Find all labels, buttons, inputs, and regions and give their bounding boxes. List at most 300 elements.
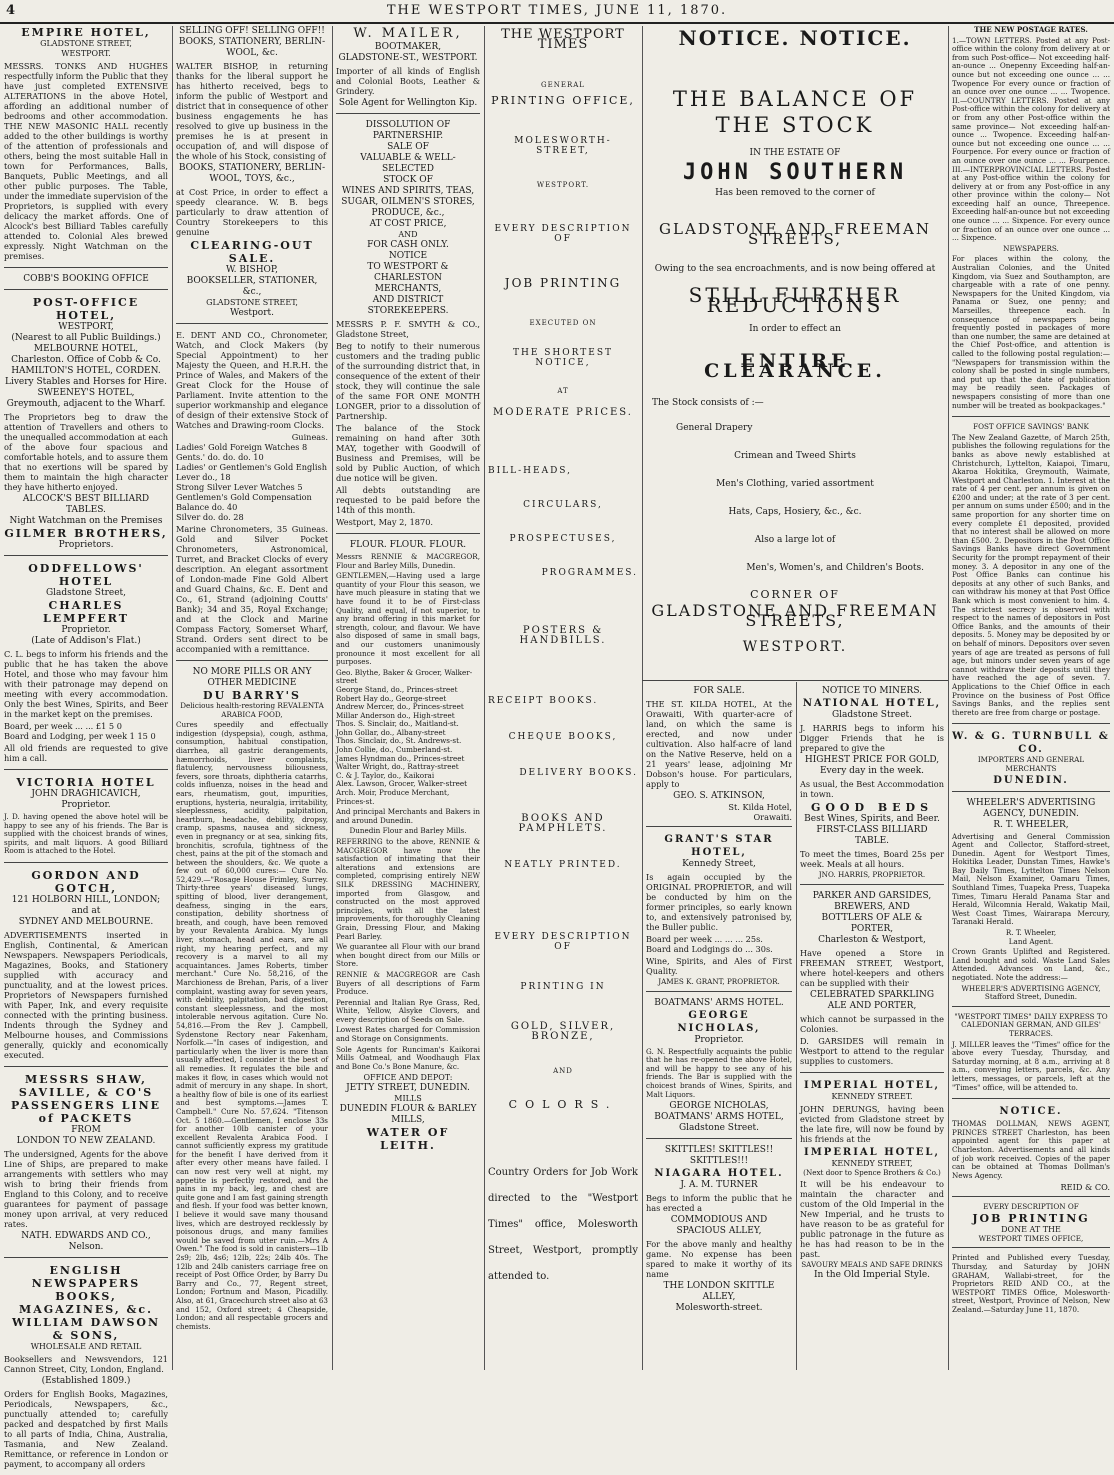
list-item: Robert Hay do., George-street bbox=[336, 693, 447, 703]
price-row: Strong Silver Lever Watches 5 bbox=[176, 482, 303, 492]
ad-note: (Nearest to all Public Buildings.) bbox=[11, 333, 161, 343]
price-list bbox=[176, 442, 328, 522]
ad-heading: THE NEW POSTAGE RATES. bbox=[974, 25, 1088, 34]
notice-text: Has been removed to the corner of bbox=[715, 188, 875, 198]
notice-heading: ENTIRE CLEARANCE. bbox=[704, 350, 886, 382]
ad-note: and at bbox=[71, 905, 101, 916]
ad-note: WHOLESALE AND RETAIL bbox=[30, 1341, 142, 1351]
page-number: 4 bbox=[6, 3, 16, 18]
parker-garsides-ad bbox=[800, 891, 944, 1073]
john-southern-notice bbox=[646, 26, 944, 655]
shaw-saville-ad bbox=[4, 1073, 168, 1258]
ad-note: Stafford Street, Dunedin. bbox=[984, 992, 1078, 1002]
ad-body: THE ST. KILDA HOTEL, At the Orawaiti, With quarter-acre of land, on which the same is erected, and now under cultivation. Also half-acre of land on the Native Reserve, held on a 21 years' lease, adjoining Mr Dobson's house. For particulars, apply to bbox=[646, 699, 792, 789]
ad-heading: SELLING OFF! SELLING OFF!! bbox=[179, 26, 325, 36]
wheeler-agency-ad bbox=[952, 798, 1110, 1007]
ad-subheading: MERCHANTS, bbox=[374, 284, 442, 294]
ad-signature: R. T. WHEELER, bbox=[993, 819, 1069, 830]
ad-subheading: Gladstone Street, bbox=[45, 588, 127, 598]
ad-subheading: PRODUCE, &c., bbox=[371, 208, 445, 218]
dent-watchmakers-ad bbox=[176, 330, 328, 661]
ad-body: 1.—TOWN LETTERS. Posted at any Post-office within the colony from delivery at or from such Post-office— Not exceeding half-an-ounce ... Onepenny Exceeding half-an-ounce but not exceeding one ounce ... ... Twopence For every ounce or fraction of an ounce over one ounce ... ... Twopence. II.—COUNTRY LETTERS. Posted at any Post-office within the colony for delivery at or from any other Post-office within the same province— Not exceeding half-an-ounce ... Twopence. Exceeding half-an-ounce but not exceeding one ounce ... ... Fourpence. For every ounce or fraction of an ounce over one ounce ... ... Fourpence. III.—INTERPROVINCIAL LETTERS. Posted at any Post-office within the colony for delivery at or from any Post-office in any other province within the colony— Not exceeding half an ounce, Threepence. Exceeding half-an-ounce but not exceeding one ounce ... ... Sixpence. For every ounce or fraction of an ounce over one ounce ... ... Sixpence. bbox=[952, 35, 1110, 243]
ad-heading: DU BARRY'S bbox=[203, 689, 301, 702]
column-rule bbox=[796, 682, 797, 1370]
ad-subheading: NOTICE bbox=[388, 251, 428, 261]
ad-body: Beg to notify to their numerous customers and the trading public of the surrounding district that, in consequence of the extent of their stock, they will continue the sale of the same FOR ONE MONTH LONGER, prior to a dissolution of Partnership. bbox=[336, 341, 480, 421]
ad-body: at Cost Price, in order to effect a speedy clearance. W. B. begs particularly to draw attention of Country Storekeepers to this genuine bbox=[176, 187, 328, 237]
ad-body: Orders for English Books, Magazines, Periodicals, Newspapers, &c., punctually attended to; carefully packed and despatched by first Mails to all parts of India, China, Australia, Tasmania, and New Zealand. Remittance, or reference in London or payment, to accompany all orders bbox=[4, 1388, 168, 1469]
ad-subheading: FIRST-CLASS BILLIARD TABLE. bbox=[816, 825, 928, 846]
ad-note: And principal Merchants and Bakers in and around Dunedin. bbox=[336, 807, 480, 825]
ad-signature: BOOKSELLER, STATIONER, &c., bbox=[186, 276, 318, 297]
ad-subheading: WESTPORT. bbox=[61, 49, 111, 58]
ad-body: All old friends are requested to give him a call. bbox=[4, 743, 168, 763]
ad-note: Guineas. bbox=[291, 432, 328, 442]
ad-subheading: CIRCULARS, bbox=[523, 500, 603, 510]
ad-note: Westport. bbox=[229, 308, 275, 318]
ad-note: (Late of Addison's Flat.) bbox=[31, 636, 141, 646]
ad-subheading: DUNEDIN. bbox=[993, 774, 1069, 786]
testimonial-list bbox=[336, 669, 480, 807]
notice-heading: GLADSTONE AND FREEMAN STREETS, bbox=[651, 601, 939, 630]
ad-subheading: Messrs RENNIE & MACGREGOR, Flour and Barley Mills, Dunedin. bbox=[336, 552, 480, 570]
notice-heading: WESTPORT. bbox=[742, 639, 848, 655]
list-item: Walter Wright, do., Rattray-street bbox=[336, 762, 459, 772]
ad-body: The undersigned, Agents for the above Line of Ships, are prepared to make arrangements with settlers who may wish to bring their friends from England to this Colony, and to receive guarantees for payment of passage money upon arrival, at very reduced rates. bbox=[4, 1148, 168, 1229]
column-5 bbox=[646, 686, 792, 1370]
ad-note: Nelson. bbox=[68, 1241, 104, 1252]
savings-bank bbox=[952, 423, 1110, 724]
ad-heading: NO MORE PILLS OR ANY OTHER MEDICINE bbox=[192, 667, 312, 688]
ad-heading: THE WESTPORT TIMES bbox=[501, 27, 625, 52]
ad-note: ALCOCK'S BEST BILLIARD TABLES. bbox=[22, 494, 150, 515]
niagara-hotel-ad bbox=[646, 1145, 792, 1318]
ad-subheading: BREWERS, AND bbox=[834, 901, 910, 912]
ad-heading: NIAGARA HOTEL. bbox=[654, 1168, 784, 1180]
ad-heading: NATIONAL HOTEL, bbox=[802, 698, 942, 709]
notice-subheading: IN THE ESTATE OF bbox=[749, 148, 841, 158]
ad-heading: DISSOLUTION OF PARTNERSHIP. bbox=[365, 120, 451, 141]
ad-note: Proprietor. bbox=[61, 625, 111, 635]
ad-note: Charleston. Office of Cobb & Co. bbox=[11, 355, 161, 365]
ad-subheading: AND DISTRICT STOREKEEPERS. bbox=[367, 295, 449, 316]
notice-text: In order to effect an bbox=[749, 324, 841, 334]
ad-heading: CLEARING-OUT SALE. bbox=[190, 239, 314, 265]
ad-note: (Next door to Spence Brothers & Co.) bbox=[803, 1167, 941, 1177]
ad-signature: JAMES K. GRANT, PROPRIETOR. bbox=[658, 977, 780, 986]
ad-note: WESTPORT. bbox=[536, 181, 590, 189]
job-printing-ad bbox=[952, 1203, 1110, 1248]
ad-price: Board and Lodgings do ... 30s. bbox=[646, 944, 773, 954]
ad-note: Land Agent. bbox=[1008, 936, 1054, 946]
postage-rates bbox=[952, 26, 1110, 417]
notice-heading: GLADSTONE AND FREEMAN STREETS, bbox=[659, 220, 931, 248]
ad-body: Importer of all kinds of English and Colonial Boots, Leather & Grindery. bbox=[336, 66, 480, 96]
ad-heading: BOATMANS' ARMS HOTEL. bbox=[654, 997, 784, 1008]
ad-subheading: JETTY STREET, DUNEDIN. bbox=[346, 1083, 470, 1094]
ad-subheading: WINES AND SPIRITS, TEAS, bbox=[341, 186, 475, 196]
ad-subheading: EVERY DESCRIPTION OF bbox=[494, 932, 632, 952]
ad-subheading: EVERY DESCRIPTION OF bbox=[983, 1202, 1079, 1212]
ad-subheading: AT COST PRICE, bbox=[369, 219, 447, 229]
ad-subheading: WHEELER'S ADVERTISING AGENCY, bbox=[961, 983, 1101, 993]
ad-body: Begs to inform the public that he has erected a bbox=[646, 1193, 792, 1214]
ad-price: Board per week ... ... ... 25s. bbox=[646, 934, 763, 944]
ad-note: Proprietors. bbox=[58, 540, 114, 550]
list-item: Men's Clothing, varied assortment bbox=[716, 479, 874, 489]
ad-signature: JNO. HARRIS, PROPRIETOR. bbox=[818, 870, 926, 879]
ad-subheading: EVERY DESCRIPTION OF bbox=[494, 224, 632, 244]
ad-subheading: HIGHEST PRICE FOR GOLD, bbox=[804, 755, 940, 765]
ad-subheading: J. A. M. TURNER bbox=[680, 1180, 758, 1191]
imperial-hotel-ad bbox=[800, 1079, 944, 1285]
ad-body: Perennial and Italian Rye Grass, Red, White, Yellow, Alsyke Clovers, and every description of Seeds on Sale. bbox=[336, 997, 480, 1024]
masthead-title: THE WESTPORT TIMES, JUNE 11, 1870. bbox=[386, 3, 728, 18]
list-item: Also a large lot of bbox=[754, 535, 836, 545]
ad-body: ADVERTISEMENTS inserted in English, Continental, & American Newspapers. Newspapers Periodicals, Magazines, Books, and Stationery supplied with accuracy and punctuality, and at the lowest prices. Proprietors of Newspapers furnished with Paper, Ink, and every requisite connected with the printing business. Indents through the Sydney and Melbourne houses, and Commissions generally, quickly and economically executed. bbox=[4, 929, 168, 1060]
ad-subheading: COLORS. bbox=[508, 1098, 618, 1111]
ad-note: EXECUTED ON bbox=[529, 319, 597, 327]
ad-subheading: SUGAR, OILMEN'S STORES, bbox=[341, 197, 475, 207]
ad-price: Board and Lodging, per week 1 15 0 bbox=[4, 731, 156, 741]
price-row: Ladies' or Gentlemen's Gold English Lever do., 18 bbox=[176, 462, 328, 482]
ad-signature: BOATMANS' ARMS HOTEL, bbox=[654, 1112, 784, 1123]
turnbull-ad bbox=[952, 730, 1110, 791]
ad-subheading: SAVOURY MEALS AND SAFE DRINKS bbox=[801, 1260, 943, 1270]
ad-note: FROM bbox=[71, 1124, 101, 1135]
ad-heading: PARKER AND GARSIDES, bbox=[812, 890, 932, 901]
ad-heading: GEORGE NICHOLAS, bbox=[677, 1009, 761, 1034]
ad-body: G. N. Respectfully acquaints the public that he has re-opened the above Hotel, and will be happy to see any of his friends. The Bar is supplied with the choicest brands of Wines, Spirits, and Malt Liquors. bbox=[646, 1046, 792, 1099]
ad-subheading: Gladstone Street. bbox=[831, 710, 913, 720]
daily-express-ad bbox=[952, 1013, 1110, 1099]
ad-note: Proprietor. bbox=[694, 1034, 744, 1045]
masthead bbox=[0, 0, 1114, 24]
ad-heading: COBB'S BOOKING OFFICE bbox=[23, 274, 149, 284]
ad-subheading: THE LONDON SKITTLE ALLEY, bbox=[663, 1281, 775, 1303]
list-item: Crimean and Tweed Shirts bbox=[734, 451, 856, 461]
gordon-gotch-ad bbox=[4, 869, 168, 1067]
ad-signature: R. T. Wheeler, bbox=[1005, 928, 1057, 938]
ad-body: Lowest Rates charged for Commission and Storage on Consignments. bbox=[336, 1025, 480, 1044]
notice-subheading: CORNER OF bbox=[750, 588, 840, 601]
ad-heading: NOTICE. bbox=[999, 1106, 1063, 1118]
notice-text: Owing to the sea encroachments, and is now being offered at bbox=[654, 264, 936, 274]
ad-body: For the above manly and healthy game. No expense has been spared to make it worthy of its name bbox=[646, 1239, 792, 1280]
ad-note: OFFICE AND DEPOT: bbox=[363, 1073, 453, 1083]
ad-body: It will be his endeavour to maintain the character and custom of the Old Imperial in the New Imperial, and he trusts to have reason to be as grateful for public patronage in the future as he has had reason to be in the past. bbox=[800, 1179, 944, 1260]
ad-body: The New Zealand Gazette, of March 25th, publishes the following regulations for the banks as above newly established at Christchurch, Lyttelton, Kaiapoi, Timaru, Akaroa Hokitika, Greymouth, Waimate, Westport and Charleston. 1. Interest at the rate of 4 per cent. per annum is given on £200 and under; at the rate of 3 per cent. per annum on sums under £500; and in the same proportion for any shorter time on every complete £1 deposited, provided that no interest shall be allowed on more than £500. 2. Depositors in the Post Office Savings Banks have direct Government Security for the prompt repayment of their money. 3. A depositor in any one of the Post Office Banks can continue his deposits at any other of such Banks, and can withdraw his money at that Post Office Bank which is most convenient to him. 4. The strictest secrecy is observed with respect to the names of depositors in Post Office Banks, and the amounts of their deposits. 5. Money may be deposited by or on behalf of minors. Depositors over seven years of age are treated as persons of full age, but minors under seven years of age cannot withdraw their deposits until they have reached the age of seven. 7. Applications to the Chief Office in each Province on the business of Post Office Savings Banks, and the replies sent thereto are free from charge or postage. bbox=[952, 432, 1110, 717]
ad-heading: CHARLES LEMPFERT bbox=[43, 599, 129, 625]
price-row: Ladies' Gold Foreign Watches 8 bbox=[176, 442, 308, 452]
ad-heading: FOST OFFICE SAVINGS' BANK bbox=[973, 422, 1089, 432]
ad-heading: W. MAILER, bbox=[353, 26, 463, 41]
ad-body: J. HARRIS begs to inform his Digger Friends that he is prepared to give the bbox=[800, 723, 944, 753]
st-kilda-hotel-ad bbox=[646, 686, 792, 827]
list-item: Alex. Lawson, Grocer, Walker-street bbox=[336, 779, 468, 789]
ad-heading: ODDFELLOWS' HOTEL bbox=[28, 562, 144, 588]
column-2 bbox=[176, 26, 328, 1370]
ad-heading: JOB PRINTING bbox=[504, 276, 622, 290]
ad-note: Greymouth, adjacent to the Wharf. bbox=[6, 399, 166, 409]
ad-note: GENERAL bbox=[541, 81, 585, 89]
ad-subheading: FOR CASH ONLY. bbox=[367, 240, 449, 250]
ad-subheading: HAMILTON'S HOTEL, CORDEN. bbox=[11, 366, 161, 376]
post-office-hotel-ad bbox=[4, 296, 168, 556]
column-rule bbox=[642, 26, 643, 1370]
ad-subheading: PROSPECTUSES, bbox=[509, 534, 617, 544]
ad-subheading: CHEQUE BOOKS, bbox=[508, 732, 618, 742]
ad-subheading: KENNEDY STREET. bbox=[831, 1091, 913, 1101]
list-item: Arch. Moir, Produce Merchant, Princes-st. bbox=[336, 788, 450, 806]
ad-heading: NOTICE TO MINERS. bbox=[821, 686, 923, 696]
ad-subheading: WATER OF LEITH. bbox=[366, 1126, 450, 1153]
ad-signature: GEORGE NICHOLAS, bbox=[669, 1101, 769, 1112]
dissolution-ad bbox=[336, 120, 480, 534]
ad-signature: W. BISHOP, bbox=[225, 265, 279, 275]
column-rule bbox=[484, 26, 485, 1370]
du-barry-ad bbox=[176, 667, 328, 1337]
ad-heading: FOR SALE. bbox=[693, 686, 745, 696]
ad-price: Board, per week ... ... £1 5 0 bbox=[4, 721, 122, 731]
ad-heading: WHEELER'S ADVERTISING AGENCY, DUNEDIN. bbox=[966, 797, 1096, 819]
ad-subheading: BOOKS, STATIONERY, BERLIN-WOOL, TOYS, &c., bbox=[178, 163, 326, 184]
ad-heading: GRANT'S STAR HOTEL, bbox=[664, 834, 774, 858]
ad-note: AT bbox=[557, 387, 569, 395]
ad-note: Night Watchman on the Premises bbox=[9, 516, 163, 526]
ad-signature: NATH. EDWARDS AND CO., bbox=[21, 1230, 151, 1241]
ad-body: which cannot be surpassed in the Colonies. bbox=[800, 1013, 944, 1034]
ad-signature: GEO. S. ATKINSON, bbox=[673, 791, 765, 801]
ad-body: Crown Grants Uplifted and Registered. Land bought and sold. Waste Land Sales Attended. Advances on Land, &c., negotiated. Note the address:— bbox=[952, 947, 1110, 982]
ad-subheading: MELBOURNE HOTEL, bbox=[33, 344, 139, 354]
ad-body: The balance of the Stock remaining on hand after 30th MAY, together with Goodwill of Business and Premises, will be sold by Public Auction, of which due notice will be given. bbox=[336, 423, 480, 483]
ad-body: JOHN DERUNGS, having been evicted from Gladstone street by the late fire, will now be found by his friends at the bbox=[800, 1103, 944, 1144]
ad-subheading: BOOKS AND PAMPHLETS. bbox=[518, 813, 608, 834]
ad-body: C. L. begs to inform his friends and the public that he has taken the above Hotel, and those who may favour him with their patronage may depend on meeting with every accommodation. Only the best Wines, Spirits, and Beer in the market kept on the premises. bbox=[4, 649, 168, 719]
ad-note: Gladstone Street. bbox=[678, 1123, 760, 1134]
ad-subheading: PRINTING IN bbox=[520, 982, 606, 992]
ad-subheading: GOLD, SILVER, BRONZE, bbox=[510, 1021, 616, 1042]
column-1 bbox=[4, 26, 168, 1469]
ad-body: Booksellers and Newsvendors, 121 Cannon Street, City, London, England. bbox=[4, 1353, 168, 1374]
ad-heading: GOOD BEDS bbox=[810, 801, 934, 814]
ad-body: For places within the colony, the Australian Colonies, and the United Kingdom, via Suez and Southampton, are chargeable with a rate of one penny. Newspapers for the United Kingdom, via Panama or Suez, one penny; and Marseilles, threepence each. In consequence of newspapers being frequently posted in packages of more than one number, the same are detained at the Chief Post-office, and attention is called to the following postal regulation:— "Newspapers for transmission within the colony shall be posted in single numbers, and put up that the date of publication may be readily seen. Packages of newspapers consisting of more than one number will be treated as bookpackages." bbox=[952, 254, 1110, 410]
cobb-ad bbox=[4, 274, 168, 290]
ad-heading: IMPERIAL HOTEL, bbox=[804, 1079, 940, 1091]
ad-subheading: MODERATE PRICES. bbox=[493, 407, 633, 418]
ad-heading: JOB PRINTING bbox=[972, 1211, 1090, 1225]
ad-note: AND bbox=[553, 1067, 573, 1075]
ad-note: DONE AT THE bbox=[1001, 1224, 1061, 1234]
ad-subheading: BOTTLERS OF ALE & PORTER, bbox=[821, 912, 923, 934]
ad-heading: EMPIRE HOTEL, bbox=[21, 26, 151, 39]
column-rule bbox=[172, 26, 173, 1370]
ad-body: To meet the times, Board 25s per week. Meals at all hours. bbox=[800, 849, 944, 869]
imprint: Printed and Published every Tuesday, Thursday, and Saturday by JOHN GRAHAM, Wallabi-street, for the Proprietors REID AND CO., at the WESTPORT TIMES Office, Molesworth-street, Westport, Province of Nelson, New Zealand.—Saturday June 11, 1870. bbox=[952, 1253, 1110, 1315]
notice-title: NOTICE. NOTICE. bbox=[678, 26, 912, 50]
column-rule bbox=[948, 26, 949, 1370]
ad-body: MESSRS. TONKS AND HUGHES respectfully inform the Public that they have just completed EXTENSIVE ALTERATIONS in the above Hotel, affording an additional number of bedrooms and other accommodation. THE NEW MASONIC HALL recently added to the other buildings is worthy of the attention of professionals and others, being the most suitable Hall in town for Performances, Balls, Banquets, Public Meetings, and all other public purposes. The Table, under the immediate supervision of the Proprietors, is supplied with every delicacy the market affords. One of Alcock's best Billiard Tables carefully attended to. Colonial Ales brewed expressly. Night Watchman on the premises. bbox=[4, 61, 168, 261]
bishop-selling-off-ad bbox=[176, 26, 328, 324]
list-item: John Gollar, do., Albany-street bbox=[336, 727, 446, 737]
ad-subheading: Kennedy Street, bbox=[682, 859, 756, 869]
column-rule bbox=[332, 26, 333, 1370]
ad-body: Sole Agents for Runciman's Kaikorai Mills Oatmeal, and Woodhaugh Flax and Bone Co.'s Bone Manure, &c. bbox=[336, 1044, 480, 1071]
ad-subheading: BOOTMAKER, bbox=[374, 42, 442, 52]
notice-name: JOHN SOUTHERN bbox=[682, 160, 908, 185]
list-item: Hats, Caps, Hosiery, &c., &c. bbox=[728, 507, 862, 517]
ad-subheading: GLADSTONE STREET, bbox=[40, 39, 132, 48]
list-item: Thos. Sinclair, do., St. Andrews-st. bbox=[336, 736, 462, 746]
ad-note: Charleston & Westport, bbox=[818, 934, 926, 945]
ad-subheading: TO WESTPORT & CHARLESTON bbox=[367, 262, 449, 283]
ad-subheading: KENNEDY STREET, bbox=[831, 1158, 913, 1168]
notice-heading: STILL FURTHER REDUCTIONS bbox=[688, 283, 902, 317]
rennie-flour-ad bbox=[336, 540, 480, 1156]
ad-subheading: SYDNEY AND MELBOURNE. bbox=[18, 916, 154, 927]
price-row: Silver do. do. 28 bbox=[176, 512, 244, 522]
ad-body: As usual, the Best Accommodation in town. bbox=[800, 779, 944, 799]
ad-body: REFERRING to the above, RENNIE & MACGREGOR have now the satisfaction of intimating that their alterations and extensions are completed, comprising entirely NEW SILK DRESSING MACHINERY, imported from Glasgow, and constructed on the most approved principles, with all the latest improvements, for thoroughly Cleaning Grain, Dressing Flour, and Making Pearl Barley. bbox=[336, 837, 480, 941]
ad-subheading: DELIVERY BOOKS. bbox=[519, 768, 638, 778]
ad-body: All debts outstanding are requested to be paid before the 14th of this month. bbox=[336, 485, 480, 515]
list-item: James Hyndman do., Princes-street bbox=[336, 753, 465, 763]
ad-note: Orawaiti. bbox=[753, 812, 792, 822]
ad-body: Have opened a Store in FREEMAN STREET, Westport, where hotel-keepers and others can be supplied with their bbox=[800, 947, 944, 988]
ad-heading: SKITTLES! SKITTLES!! SKITTLES!!! bbox=[664, 1145, 774, 1167]
ad-body: E. DENT AND CO., Chronometer, Watch, and Clock Makers (by Special Appointment) to her Majesty the Queen, and H.R.H. the Prince of Wales, and Makers of the Great Clock for the House of Parliament. Invite attention to the superior workmanship and elegance of design of their extensive Stock of Watches and Drawing-room Clocks. bbox=[176, 330, 328, 430]
ad-body: THOMAS DOLLMAN, NEWS AGENT, PRINCES STREET Charleston, has been appointed agent for this paper at Charleston. Advertisements and all kinds of job work received. Copies of the paper can be obtained at Thomas Dollman's News Agency. bbox=[952, 1119, 1110, 1180]
column-6 bbox=[800, 686, 944, 1370]
ad-subheading: CELEBRATED SPARKLING ALE AND PORTER, bbox=[809, 989, 935, 1011]
list-item: Thos. S. Sinclair, do., Maitland-st. bbox=[336, 719, 459, 729]
notice-text: The Stock consists of :— bbox=[652, 398, 764, 408]
ad-date: Westport, May 2, 1870. bbox=[336, 517, 434, 527]
ad-body: RENNIE & MACGREGOR are Cash Buyers of all descriptions of Farm Produce. bbox=[336, 969, 480, 997]
ad-subheading: POSTERS & HANDBILLS. bbox=[519, 625, 607, 646]
ad-note: Proprietor. bbox=[61, 800, 111, 810]
ad-subheading: WESTPORT, bbox=[58, 322, 114, 332]
ad-body: Wine, Spirits, and Ales of First Quality. bbox=[646, 956, 792, 976]
ad-subheading: PROGRAMMES. bbox=[541, 568, 638, 578]
ad-note: Every day in the week. bbox=[819, 766, 925, 776]
ad-body: D. GARSIDES will remain in Westport to attend to the regular supplies to customers. bbox=[800, 1035, 944, 1066]
boatmans-arms-ad bbox=[646, 998, 792, 1140]
dollman-notice-ad bbox=[952, 1105, 1110, 1197]
ad-subheading: IMPORTERS AND GENERAL MERCHANTS bbox=[977, 755, 1085, 773]
ad-body: MESSRS P. F. SMYTH & CO., Gladstone Street, bbox=[336, 319, 480, 339]
ad-subheading: VALUABLE & WELL-SELECTED bbox=[360, 153, 456, 174]
ad-heading: GORDON AND GOTCH, bbox=[31, 868, 141, 895]
ad-heading: FLOUR. FLOUR. FLOUR. bbox=[349, 540, 467, 550]
ad-subheading: LONDON TO NEW ZEALAND. bbox=[16, 1135, 156, 1146]
ad-heading: ENGLISH NEWSPAPERS BOOKS, MAGAZINES, &c. bbox=[19, 1263, 153, 1316]
ad-subheading: GLADSTONE-ST., WESTPORT. bbox=[338, 53, 478, 63]
ad-subheading: SALE OF bbox=[387, 142, 429, 152]
notice-heading: THE BALANCE OF THE STOCK bbox=[672, 87, 918, 137]
ad-heading: W. & G. TURNBULL & CO. bbox=[952, 731, 1110, 756]
list-item: General Drapery bbox=[676, 423, 753, 433]
ad-subheading: STOCK OF bbox=[383, 175, 433, 185]
ad-signature: GILMER BROTHERS, bbox=[4, 527, 168, 540]
ad-subheading: COMMODIOUS AND SPACIOUS ALLEY, bbox=[670, 1215, 768, 1237]
ad-subheading: WILLIAM DAWSON & SONS, bbox=[11, 1315, 161, 1342]
oddfellows-hotel-ad bbox=[4, 562, 168, 770]
ad-signature: REID & CO. bbox=[1060, 1182, 1110, 1193]
price-row: Gents.' do. do. do. 10 bbox=[176, 452, 264, 462]
ad-heading: MESSRS SHAW, SAVILLE, & CO'S PASSENGERS LINE of PACKETS bbox=[10, 1072, 162, 1125]
ad-body: Country Orders for Job Work directed to the "Westport Times" office, Molesworth Street, Westport, promptly attended to. bbox=[488, 1167, 638, 1282]
ad-body: WALTER BISHOP, in returning thanks for the liberal support he has hitherto received, begs to inform the public of Westport and district that in consequence of other business engagements he has resolved to give up business in the premises he is at present in occupation of, and will dispose of the whole of his Stock, consisting of bbox=[176, 61, 328, 161]
list-item: George Stand, do., Princes-street bbox=[336, 684, 458, 694]
ad-heading: IMPERIAL HOTEL, bbox=[804, 1146, 940, 1158]
notice-bottom-rule bbox=[642, 680, 948, 681]
mailer-bootmaker-ad bbox=[336, 26, 480, 114]
ad-subheading: NEWSPAPERS. bbox=[1003, 243, 1059, 253]
list-item: Men's, Women's, and Children's Boots. bbox=[746, 563, 924, 573]
ad-body: J. D. having opened the above hotel will be happy to see any of his friends. The Bar is supplied with the choicest brands of wines, spirits, and malt liquors. A good Billiard Room is attached to the Hotel. bbox=[4, 812, 168, 856]
ad-body: Advertising and General Commission Agent and Collector, Stafford-street, Dunedin. Agent for Westport Times, Hokitika Leader, Dunstan Times, Hawke's Bay Daily Times, Lyttelton Times Nelson Mail, Nelson Examiner, Oamaru Times, Southland Times, Tuapeka Press, Tuapeka Times, Timaru Herald Panama Star and Herald, Wilcomnia Herald, Wakatip Mail, West Coast Times, Wairarapa Mercury, Taranaki Herald. bbox=[952, 831, 1110, 927]
ad-body: We guarantee all Flour with our brand when bought direct from our Mills or Store. bbox=[336, 942, 480, 969]
empire-hotel-ad bbox=[4, 26, 168, 268]
ad-note: (Established 1809.) bbox=[41, 1375, 131, 1386]
column-7 bbox=[952, 26, 1110, 1370]
grant-star-hotel-ad bbox=[646, 833, 792, 992]
ad-subheading: Dunedin Flour and Barley Mills. bbox=[349, 826, 467, 836]
ad-subheading: 121 HOLBORN HILL, LONDON; bbox=[11, 894, 161, 905]
stock-list bbox=[646, 422, 944, 574]
price-row: Gentlemen's Gold Compensation Balance do. 40 bbox=[176, 492, 312, 512]
ad-heading: VICTORIA HOTEL bbox=[16, 776, 156, 789]
ad-heading: "WESTPORT TIMES" DAILY EXPRESS TO CALEDONIAN GERMAN, AND GILES' TERRACES. bbox=[954, 1011, 1108, 1038]
ad-subheading: MOLESWORTH-STREET, bbox=[514, 136, 612, 156]
ad-heading: PRINTING OFFICE, bbox=[491, 94, 635, 107]
ad-note: Best Wines, Spirits, and Beer. bbox=[804, 814, 940, 824]
ad-subheading: BOOKS, STATIONERY, BERLIN-WOOL, &c. bbox=[178, 37, 326, 58]
ad-subheading: WESTPORT TIMES OFFICE, bbox=[978, 1233, 1084, 1243]
ad-note: St. Kilda Hotel, bbox=[728, 802, 792, 812]
list-item: C. & J. Taylor, do., Kaikorai bbox=[336, 770, 435, 780]
ad-body: J. MILLER leaves the "Times" office for the above every Tuesday, Thursday, and Saturday morning, at 8 a.m., arriving at 8 a.m., conveying letters, parcels, &c. Any letters, messages, or parcels, left at the "Times" office, will be attended to. bbox=[952, 1039, 1110, 1092]
ad-subheading: RECEIPT BOOKS. bbox=[488, 696, 599, 706]
ad-note: AND bbox=[398, 230, 418, 239]
ad-note: Molesworth-street. bbox=[675, 1303, 763, 1314]
ad-body: Cures speedily and effectually indigestion (dyspepsia), cough, asthma, consumption, habitual constipation, diarrhea, all gastric derangements, hæmorrhoids, liver complaints, flatulency, nervousness biliousness, fevers, sore throats, diphtheria catarrhs, colds influenza, noises in the head and ears, rheumatism, gout, impurities, eruptions, hysteria, neuralgia, irritability, sleeplessness, acidity, palpitation, heartburn, headache, debility, dropsy, cramp, spasms, nausea and sickness, even in pregnancy or at sea, sinking fits, bronchitis, scrofula, tightness of the chest, pains at the pit of the stomach and between the shoulders, &c. We quote a few out of 60,000 cures:— Cure No. 52,429.—"Rosage House Frimley, Surrey. Thirty-three years' diseased lungs, spitting of blood, liver derangement, deafness, singing in the ears, constipation, debility shortness of breath, and cough, have been removed by your Revalenta Arabica. My lungs liver, stomach, head and ears, are all right, my hearing perfect, and my recovery is a marvel to all my acquaintances. James Roberts, timber merchant." Cure No. 58,216, of the Marchioness de Brehan, Paris, of a liver complaint, wasting away for seven years, with debility, palpitation, bad digestion, constant sleeplessness, and the most intolerable nervous agitation. Cure No. 54,816.—From the Rev J. Campbell, Sydenstone Rectory near Fakenham, Norfolk.—"In cases of indigestion, and particularly when the liver is more than usually affected, I consider it the best of all remedies. It regulates the bile and makes it flow, in cases which would not admit of mercury in any shape. In short, a healthy flow of bile is one of its earliest and best symptoms.—James T. Campbell." Cure No. 57,624. "Titenson Oct. 5 1860.—Gentlemen, I enclose 33s for another 10lb canister of your excellent Revalenta Arabica Food. I cannot sufficiently express my gratitude for the benefit I have derived from it after every other means have failed. I can now rest very well at night, my appetite is perfectly restored, and the pains in my back, leg, and chest are quite gone and I am fast gaining strength and flesh. If your food was better known, I believe it would save many thousand lives, which are destroyed recklessly by poisonous drugs, and many families would be saved from utter ruin.—Mrs A Owen." The food is sold in canisters—1lb 2s9; 2lb, 4s6; 12lb, 22s; 24lb 40s. The 12lb and 24lb canisters carriage free on receipt of Post Office Order, by Barry Du Barry and Co., 77, Regent street, London; Fortnum and Mason, Picadilly. Also, at 61, Gracechurch street also at 63 and 152, Oxford street; 4 Cheapside, London; and all respectable grocers and chemists. bbox=[176, 720, 328, 1331]
ad-note: In the Old Imperial Style. bbox=[813, 1269, 931, 1280]
ad-body: GENTLEMEN,—Having used a large quantity of your Flour this season, we have much pleasure in stating that we have found it to be of First-class Quality, and equal, if not superior, to any brand offering in this market for strength, colour, and flavour. We have also disposed of same in small bags, and our customers unanimously pronounce it most excellent for all purposes. bbox=[336, 571, 480, 667]
ad-note: Livery Stables and Horses for Hire. bbox=[4, 377, 167, 387]
ad-body: Is again occupied by the ORIGINAL PROPRIETOR, and will be conducted by him on the former principles, so early known to, and extensively patronised by, the Buller public. bbox=[646, 872, 792, 932]
national-hotel-ad bbox=[800, 686, 944, 885]
list-item: Millar Anderson do., High-street bbox=[336, 710, 455, 720]
column-4-printing-office bbox=[488, 26, 638, 1370]
ad-subheading: JOHN DRAGHICAVICH, bbox=[31, 789, 141, 799]
list-item: John Collie, do., Cumberland-st. bbox=[336, 745, 453, 755]
ad-subheading: DUNEDIN FLOUR & BARLEY MILLS, bbox=[339, 1104, 477, 1126]
ad-subheading: SWEENEY'S HOTEL, bbox=[37, 388, 135, 398]
ad-note: GLADSTONE STREET, bbox=[206, 298, 298, 307]
column-3 bbox=[336, 26, 480, 1370]
english-newspapers-ad bbox=[4, 1264, 168, 1475]
ad-note: MILLS bbox=[394, 1094, 422, 1104]
ad-subheading: BILL-HEADS, bbox=[488, 466, 573, 476]
ad-subheading: NEATLY PRINTED. bbox=[504, 860, 622, 870]
ad-heading: POST-OFFICE HOTEL, bbox=[32, 296, 140, 322]
ad-note: Sole Agent for Wellington Kip. bbox=[338, 98, 478, 108]
ad-subheading: Delicious health-restoring REVALENTA ARABICA FOOD, bbox=[180, 701, 324, 719]
ad-body: The Proprietors beg to draw the attention of Travellers and others to the unequalled accommodation at each of the above four spacious and comfortable hotels, and to assure them that no exertions will be spared by them to maintain the high character they have hitherto enjoyed. bbox=[4, 412, 168, 492]
